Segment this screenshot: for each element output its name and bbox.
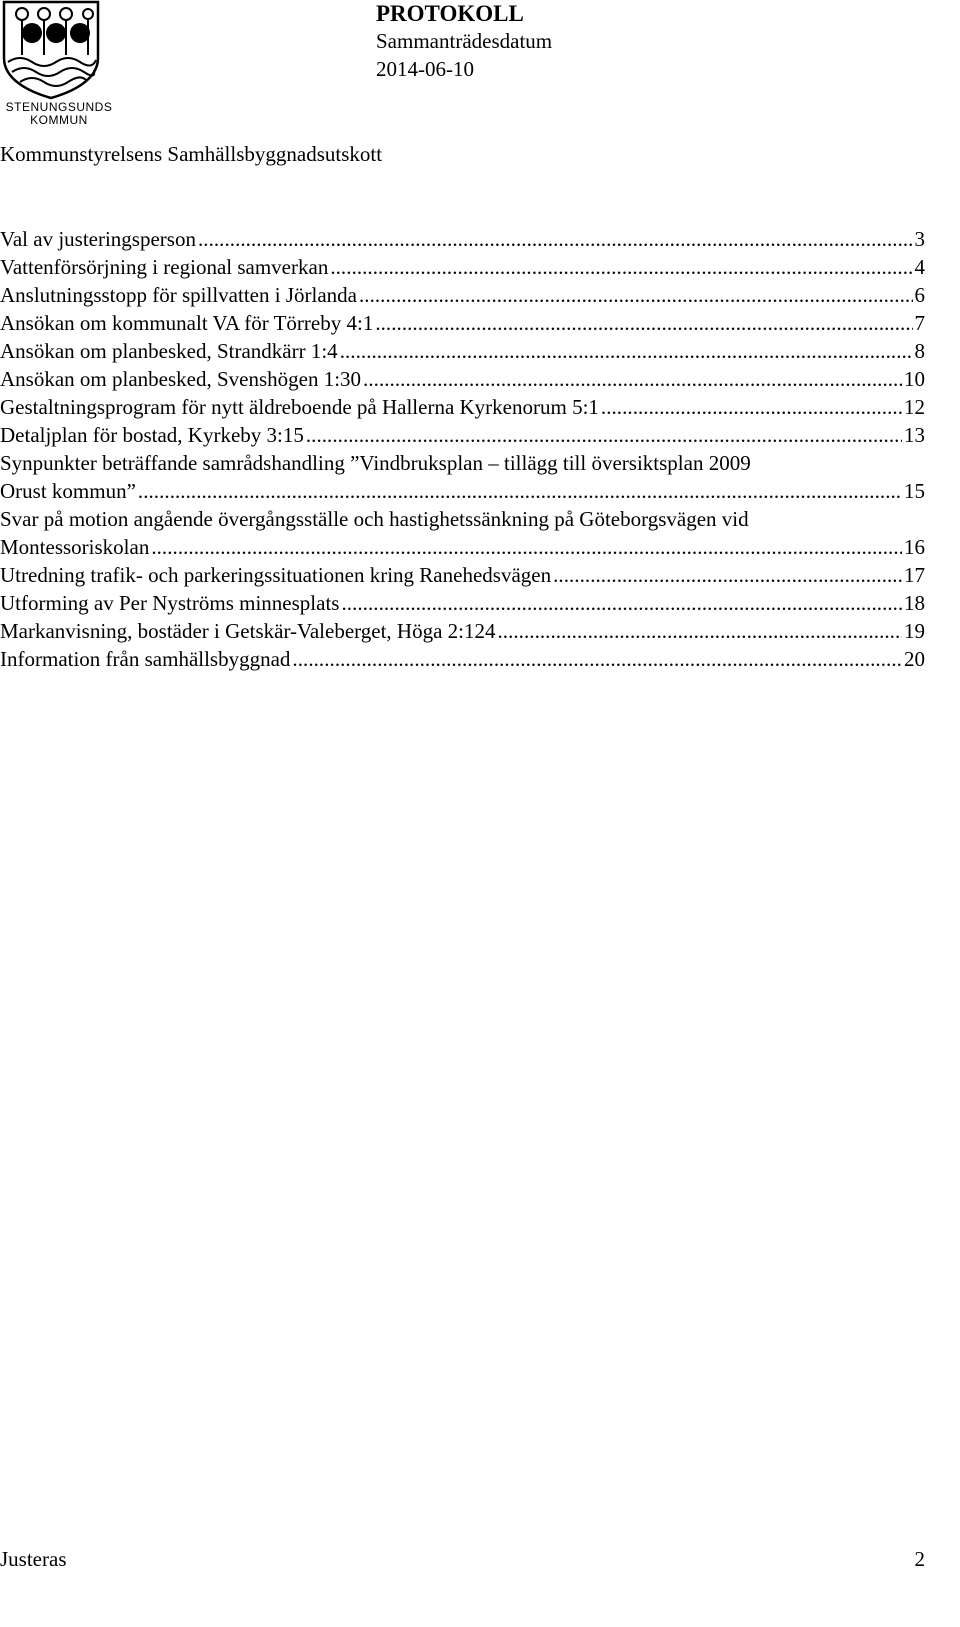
toc-dot-leader (198, 225, 913, 253)
toc-page-number: 20 (904, 647, 925, 671)
toc-title: Ansökan om kommunalt VA för Törreby 4:1 (0, 311, 374, 335)
toc-title: Val av justeringsperson (0, 227, 196, 251)
toc-page-number: 4 (914, 255, 925, 279)
toc-title: Utredning trafik- och parkeringssituationen kring Ranehedsvägen (0, 563, 552, 587)
toc-title: Vattenförsörjning i regional samverkan (0, 255, 329, 279)
toc-page-number: 16 (904, 535, 925, 559)
toc-entry[interactable] (0, 645, 925, 673)
toc-entry[interactable] (0, 365, 925, 393)
toc-page-number: 19 (904, 619, 925, 643)
toc-dot-leader (292, 645, 902, 673)
toc-page-number: 17 (904, 563, 925, 587)
toc-title: Gestaltningsprogram för nytt äldreboende på Hallerna Kyrkenorum 5:1 (0, 395, 599, 419)
toc-entry[interactable] (0, 589, 925, 617)
toc-title: Ansökan om planbesked, Svenshögen 1:30 (0, 367, 362, 391)
municipality-logo (2, 0, 114, 128)
toc-entry[interactable] (0, 505, 925, 561)
toc-title: Utforming av Per Nyströms minnesplats (0, 591, 340, 615)
toc-page-number: 18 (904, 591, 925, 615)
toc-dot-leader (330, 253, 912, 281)
toc-dot-leader (341, 589, 902, 617)
toc-page-number: 7 (914, 311, 925, 335)
toc-page-number: 12 (904, 395, 925, 419)
toc-title: Orust kommun” (0, 479, 136, 503)
toc-entry[interactable] (0, 421, 925, 449)
toc-title-line-1: Svar på motion angående övergångsställe och hastighetssänkning på Göteborgsvägen vid (0, 507, 749, 531)
toc-entry[interactable] (0, 309, 925, 337)
toc-title: Markanvisning, bostäder i Getskär-Valeberget, Höga 2:124 (0, 619, 496, 643)
toc-title-line-1: Synpunkter beträffande samrådshandling ”Vindbruksplan – tillägg till översiktsplan 2009 (0, 451, 751, 475)
toc-page-number: 3 (914, 227, 925, 251)
toc-page-number: 10 (904, 367, 925, 391)
toc-page-number: 8 (914, 339, 925, 363)
toc-page-number: 15 (904, 479, 925, 503)
meeting-date: 2014-06-10 (376, 57, 474, 81)
toc-dot-leader (138, 477, 902, 505)
toc-page-number: 13 (904, 423, 925, 447)
toc-dot-leader (306, 421, 902, 449)
toc-dot-leader (340, 337, 913, 365)
toc-title: Ansökan om planbesked, Strandkärr 1:4 (0, 339, 338, 363)
footer-label: Justeras (0, 1547, 67, 1571)
document-header (376, 0, 552, 83)
toc-entry[interactable] (0, 561, 925, 589)
date-label: Sammanträdesdatum (376, 29, 553, 53)
toc-entry[interactable] (0, 337, 925, 365)
toc-entry[interactable] (0, 617, 925, 645)
toc-dot-leader (363, 365, 902, 393)
toc-dot-leader (151, 533, 902, 561)
toc-page-number: 6 (914, 283, 925, 307)
toc-dot-leader (375, 309, 912, 337)
toc-entry[interactable] (0, 281, 925, 309)
logo-line-1: STENUNGSUNDS (5, 100, 113, 114)
toc-entry[interactable] (0, 449, 925, 505)
toc-dot-leader (553, 561, 902, 589)
toc-title: Anslutningsstopp för spillvatten i Jörlanda (0, 283, 357, 307)
toc-title: Information från samhällsbyggnad (0, 647, 291, 671)
toc-dot-leader (497, 617, 902, 645)
toc-title: Detaljplan för bostad, Kyrkeby 3:15 (0, 423, 304, 447)
toc-entry[interactable] (0, 393, 925, 421)
logo-line-2: KOMMUN (30, 113, 88, 127)
document-title: PROTOKOLL (376, 1, 524, 26)
toc-dot-leader (601, 393, 902, 421)
toc-entry[interactable] (0, 225, 925, 253)
coat-of-arms-icon (2, 0, 102, 100)
page-number: 2 (914, 1547, 925, 1571)
committee-name: Kommunstyrelsens Samhällsbyggnadsutskott (0, 142, 383, 166)
toc-entry[interactable] (0, 253, 925, 281)
table-of-contents (0, 225, 925, 673)
toc-title: Montessoriskolan (0, 535, 150, 559)
toc-dot-leader (359, 281, 913, 309)
